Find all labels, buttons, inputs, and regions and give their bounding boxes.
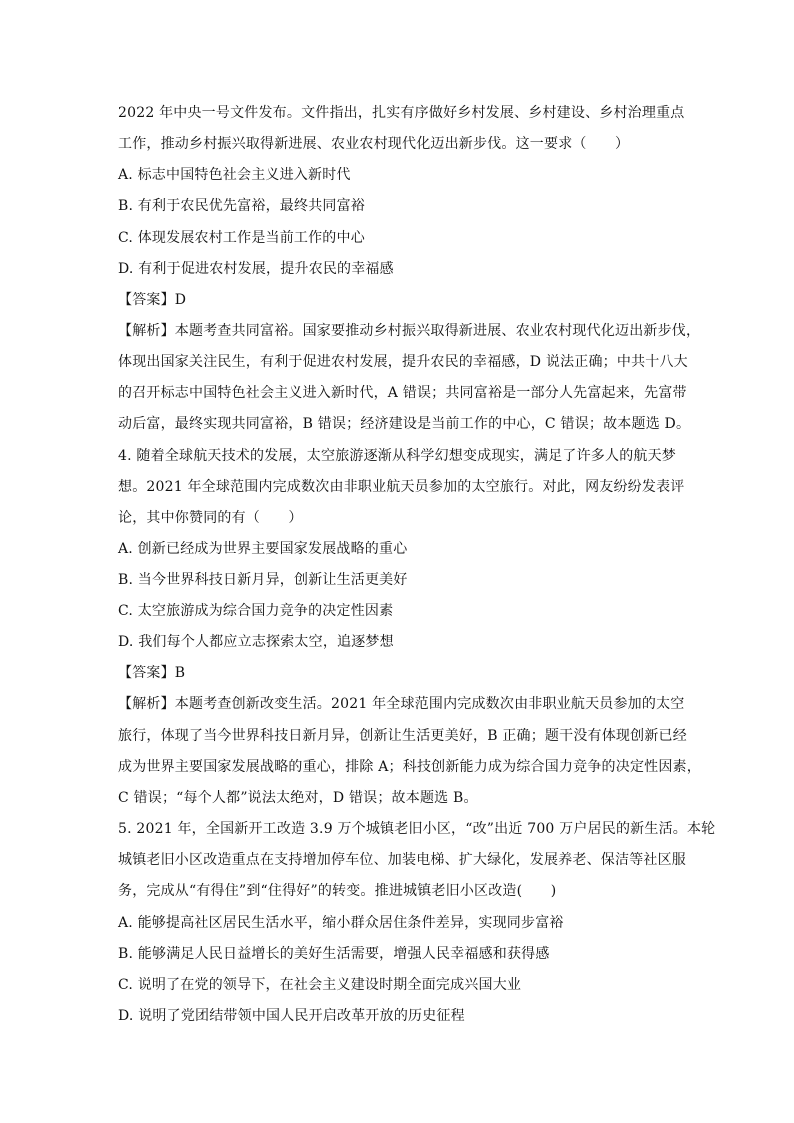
q3-analysis-line-3: 的召开标志中国特色社会主义进入新时代，A 错误；共同富裕是一部分人先富起来，先富带 [118, 385, 687, 401]
q3-answer: 【答案】D [118, 292, 187, 308]
q4-stem-line-1: 4. 随着全球航天技术的发展，太空旅游逐渐从科学幻想变成现实，满足了许多人的航天梦 [118, 448, 677, 464]
q4-analysis-line-1: 【解析】本题考查创新改变生活。2021 年全球范围内完成数次由非职业航天员参加的太空 [118, 696, 685, 712]
q3-stem-line-2: 工作，推动乡村振兴取得新进展、农业农村现代化迈出新步伐。这一要求（ ） [118, 136, 630, 152]
q5-stem-line-1: 5. 2021 年，全国新开工改造 3.9 万个城镇老旧小区，“改”出近 700 万户居民的新生活。本轮 [118, 821, 716, 837]
q3-analysis-line-4: 动后富，最终实现共同富裕，B 错误；经济建设是当前工作的中心，C 错误；故本题选 D。 [118, 416, 691, 432]
q4-option-a: A. 创新已经成为世界主要国家发展战略的重心 [118, 541, 408, 557]
q3-option-c: C. 体现发展农村工作是当前工作的中心 [118, 230, 365, 246]
q4-stem-line-2: 想。2021 年全球范围内完成数次由非职业航天员参加的太空旅行。对此，网友纷纷发表评 [118, 479, 685, 495]
q3-option-d: D. 有利于促进农村发展，提升农民的幸福感 [118, 261, 394, 277]
q4-answer: 【答案】B [118, 665, 186, 681]
q3-option-b: B. 有利于农民优先富裕，最终共同富裕 [118, 198, 365, 214]
q5-option-b: B. 能够满足人民日益增长的美好生活需要，增强人民幸福感和获得感 [118, 946, 550, 962]
q3-option-a: A. 标志中国特色社会主义进入新时代 [118, 167, 351, 183]
q5-option-a: A. 能够提高社区居民生活水平，缩小群众居住条件差异，实现同步富裕 [118, 915, 564, 931]
q5-option-c: C. 说明了在党的领导下，在社会主义建设时期全面完成兴国大业 [118, 977, 522, 993]
q4-option-b: B. 当今世界科技日新月异，创新让生活更美好 [118, 572, 408, 588]
q4-analysis-line-3: 成为世界主要国家发展战略的重心，排除 A；科技创新能力成为综合国力竞争的决定性因素， [118, 759, 701, 775]
q3-stem-line-1: 2022 年中央一号文件发布。文件指出，扎实有序做好乡村发展、乡村建设、乡村治理重点 [118, 105, 685, 121]
q4-analysis-line-4: C 错误；“每个人都”说法太绝对，D 错误；故本题选 B。 [118, 790, 478, 806]
q5-option-d: D. 说明了党团结带领中国人民开启改革开放的历史征程 [118, 1008, 465, 1024]
q5-stem-line-2: 城镇老旧小区改造重点在支持增加停车位、加装电梯、扩大绿化，发展养老、保洁等社区服 [118, 852, 686, 868]
q4-stem-line-3: 论，其中你赞同的有（ ） [118, 510, 303, 526]
q3-analysis-line-2: 体现出国家关注民生，有利于促进农村发展，提升农民的幸福感，D 说法正确；中共十八大 [118, 354, 688, 370]
q3-analysis-line-1: 【解析】本题考查共同富裕。国家要推动乡村振兴取得新进展、农业农村现代化迈出新步伐， [118, 323, 701, 339]
q4-analysis-line-2: 旅行，体现了当今世界科技日新月异，创新让生活更美好，B 正确；题干没有体现创新已经 [118, 728, 687, 744]
q5-stem-line-3: 务，完成从“有得住”到“住得好”的转变。推进城镇老旧小区改造( ) [118, 883, 557, 899]
q4-option-d: D. 我们每个人都应立志探索太空，追逐梦想 [118, 634, 394, 650]
q4-option-c: C. 太空旅游成为综合国力竞争的决定性因素 [118, 603, 394, 619]
